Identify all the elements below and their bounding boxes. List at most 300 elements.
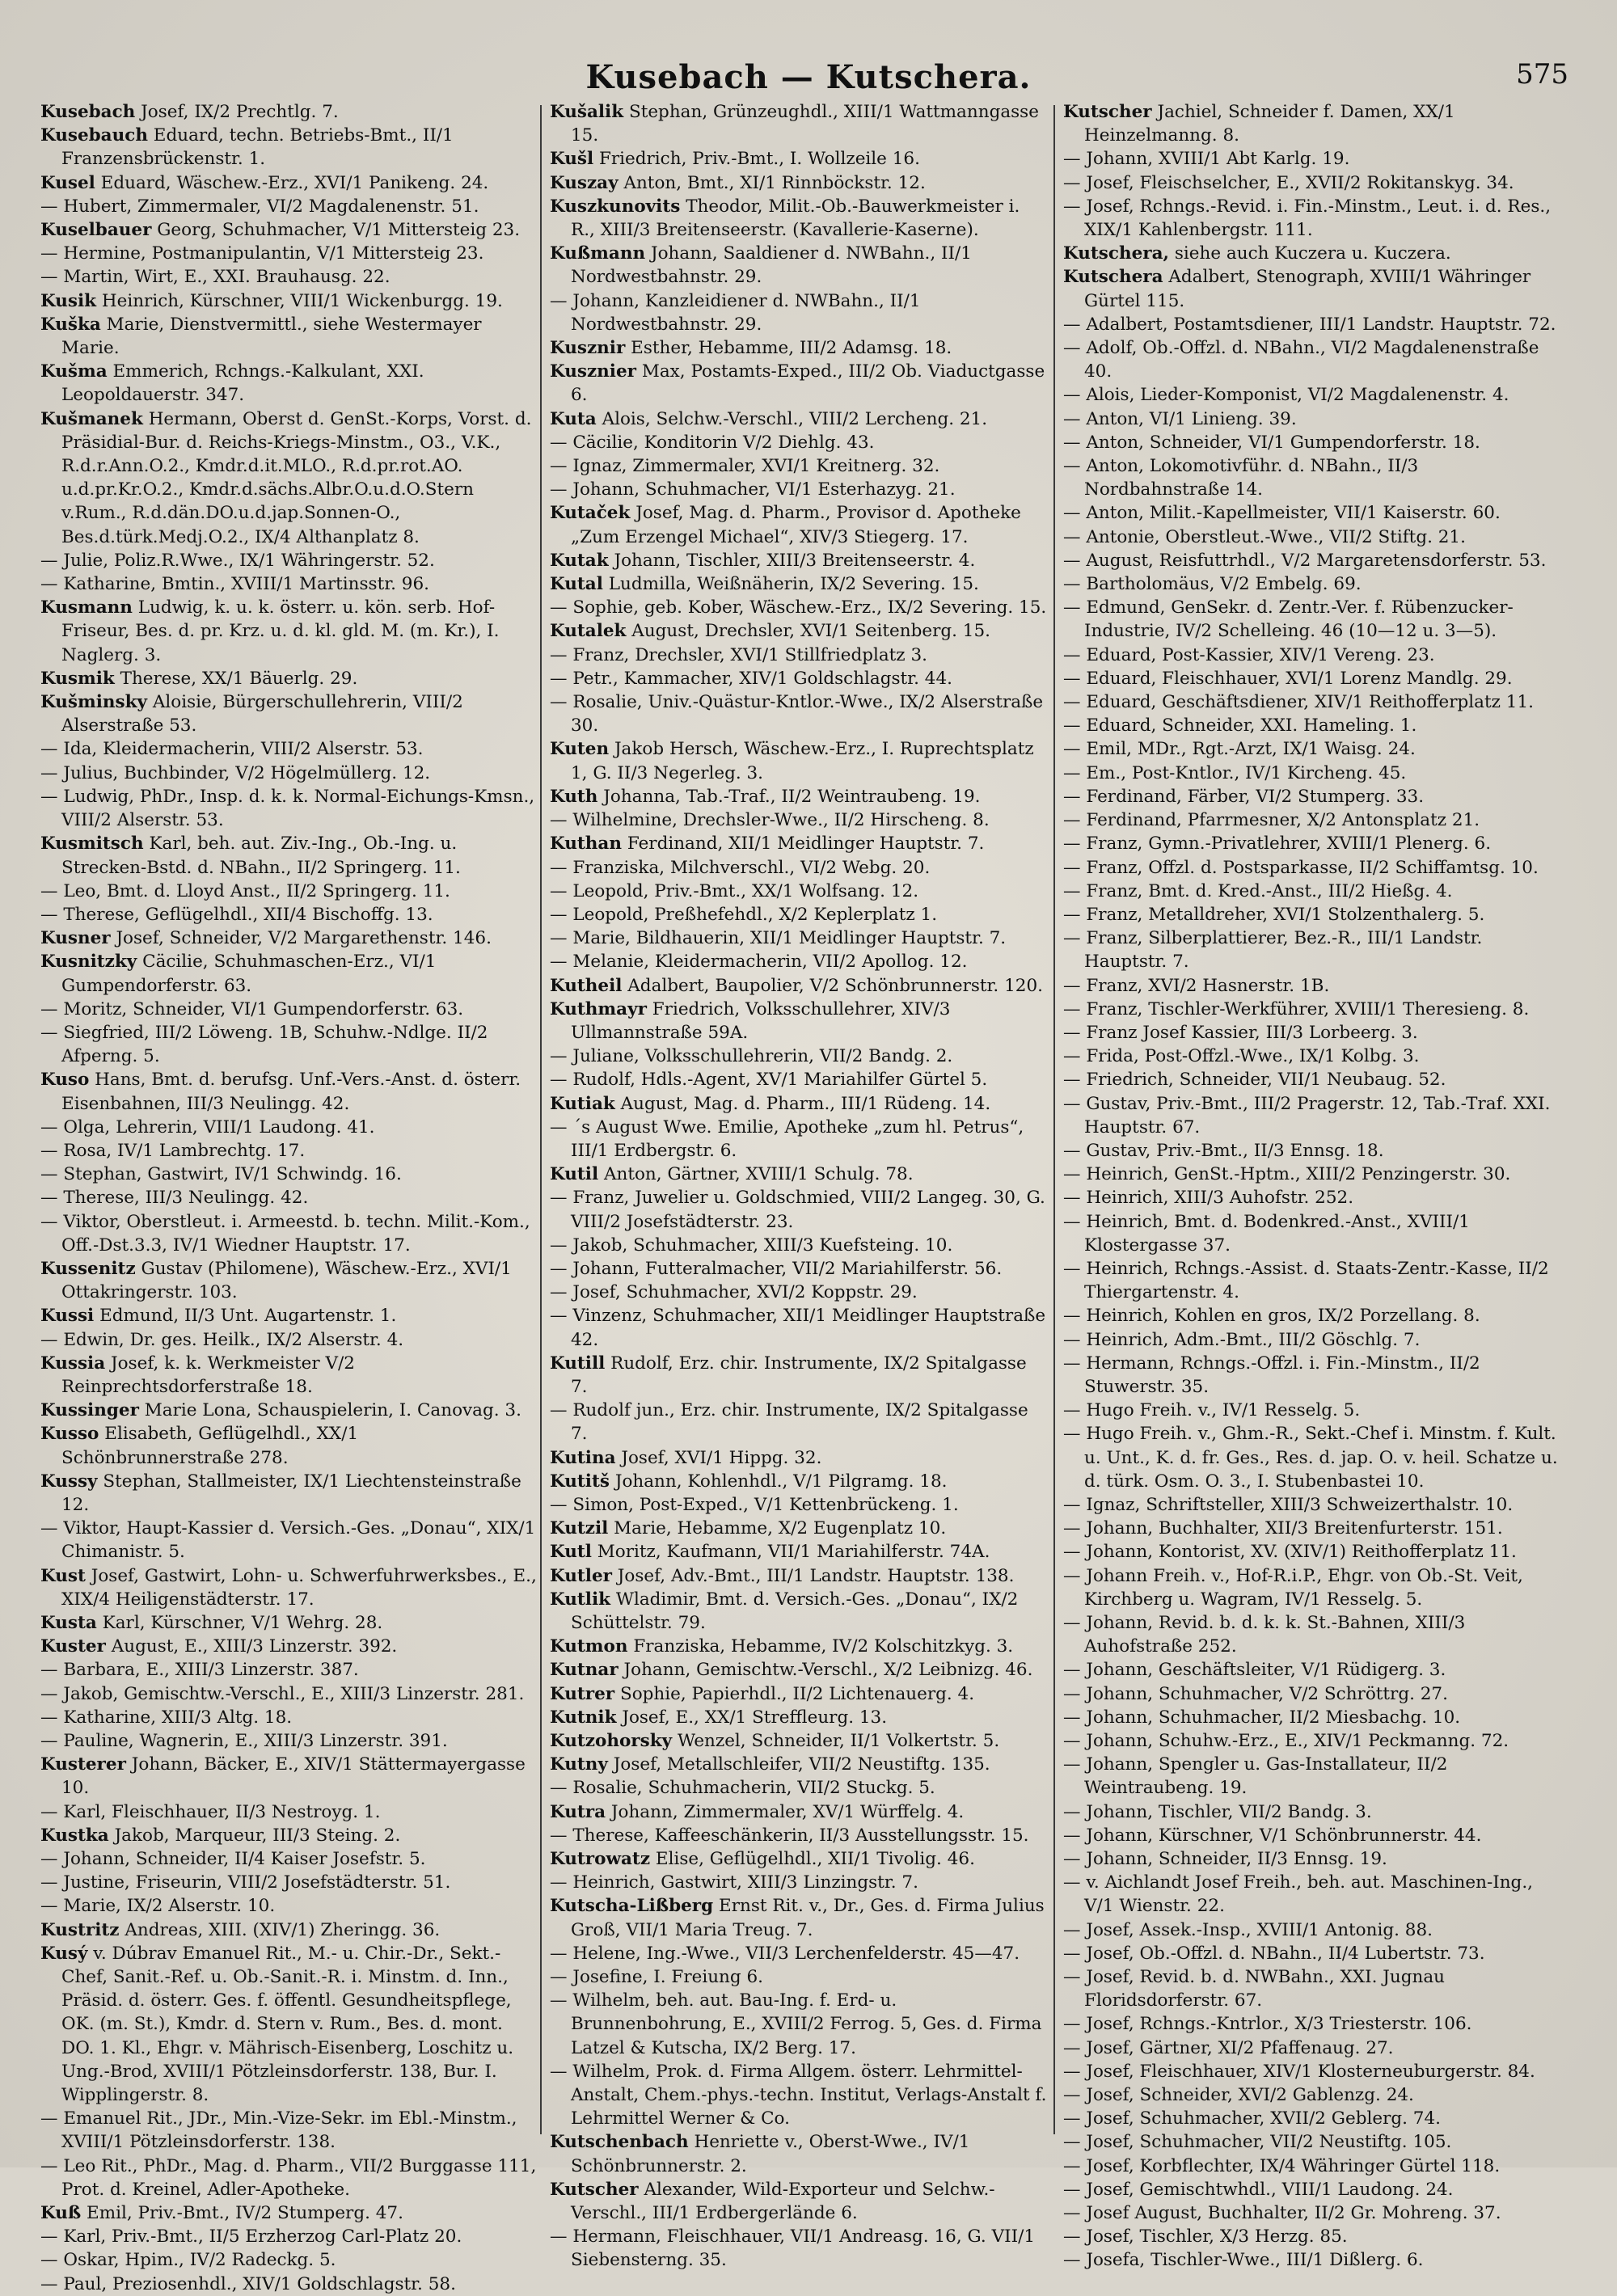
entry-details: — v. Aichlandt Josef Freih., beh. aut. Maschinen-Ing., V/1 Wienstr. 22. [1063,1872,1533,1917]
directory-entry [550,1399,1047,1446]
directory-entry [550,1989,1047,2060]
entry-details: — Helene, Ing.-Wwe., VII/3 Lerchenfelderstr. 45—47. [550,1943,1020,1964]
entry-details: Josef, Metallschleifer, VII/2 Neustiftg. 135. [613,1754,990,1775]
entry-details: — Rosalie, Schuhmacherin, VII/2 Stuckg. 5. [550,1778,935,1799]
directory-entry [1063,1965,1560,2012]
directory-entry [40,1021,538,1068]
entry-surname: Kutscher [550,2179,639,2200]
entry-details: — Johann, Geschäftsleiter, V/1 Rüdigerg. 3. [1063,1660,1446,1681]
directory-entry [40,360,538,407]
entry-details: — Ignaz, Schriftsteller, XIII/3 Schweizerthalstr. 10. [1063,1494,1514,1515]
entry-details: Theodor, Milit.-Ob.-Bauwerkmeister i. R., XIII/3 Breitenseerstr. (Kavallerie-Kaserne). [571,196,1020,241]
directory-entry [1063,1352,1560,1399]
directory-entry [1063,785,1560,808]
entry-details: — Therese, III/3 Neulingg. 42. [40,1188,309,1209]
entry-surname: Kussenitz [40,1258,136,1279]
entry-details: — Eduard, Fleischhauer, XVI/1 Lorenz Mandlg. 29. [1063,668,1513,689]
directory-entry [40,2155,538,2201]
entry-details: Josef, XVI/1 Hippg. 32. [621,1447,822,1468]
directory-entry [1063,2012,1560,2036]
entry-details: — Johann Freih. v., Hof-R.i.P., Ehgr. von Ob.-St. Veit, Kirchberg u. Wagram, IV/1 Resselg. 5. [1063,1565,1523,1610]
directory-entry [1063,1706,1560,1729]
entry-details: — Martin, Wirt, E., XXI. Brauhausg. 22. [40,267,391,288]
entry-details: Anton, Gärtner, XVIII/1 Schulg. 78. [603,1164,914,1185]
directory-entry [1063,2107,1560,2130]
directory-entry [40,1116,538,1139]
directory-entry [1063,1399,1560,1422]
entry-details: — Eduard, Schneider, XXI. Hameling. 1. [1063,715,1417,736]
directory-entry [1063,1328,1560,1352]
directory-entry [1063,926,1560,973]
directory-entry [1063,2248,1560,2272]
directory-entry [550,2178,1047,2225]
entry-details: Friedrich, Volksschullehrer, XIV/3 Ullmannstraße 59A. [571,998,951,1043]
directory-entry [550,289,1047,336]
entry-details: — Heinrich, XIII/3 Auhofstr. 252. [1063,1188,1354,1209]
entry-surname: Kuszkunovits [550,196,681,217]
entry-surname: Kutill [550,1353,606,1374]
running-title: Kusebach — Kutschera. [585,58,1032,96]
directory-entry [550,596,1047,619]
directory-entry [550,1824,1047,1847]
entry-details: — Heinrich, Rchngs.-Assist. d. Staats-Zentr.-Kasse, II/2 Thiergartenstr. 4. [1063,1258,1549,1303]
entry-surname: Kuth [550,786,598,807]
entry-surname: Kutheil [550,975,623,996]
directory-entry [550,1116,1047,1163]
directory-entry [550,1446,1047,1470]
entry-details: Alois, Selchw.-Verschl., VIII/2 Lercheng. 21. [602,408,988,429]
entry-surname: Kušl [550,149,594,170]
entry-surname: Kust [40,1565,86,1586]
entry-details: Emmerich, Rchngs.-Kalkulant, XXI. Leopoldauerstr. 347. [61,361,424,406]
entry-details: — Heinrich, Gastwirt, XIII/3 Linzingstr. 7. [550,1872,918,1893]
entry-details: — Josef, Schneider, XVI/2 Gablenzg. 24. [1063,2085,1414,2106]
directory-entry [40,2248,538,2272]
entry-details: Moritz, Kaufmann, VII/1 Mariahilferstr. 74A. [597,1542,990,1563]
entry-surname: Kutil [550,1164,599,1185]
entry-details: — Barbara, E., XIII/3 Linzerstr. 387. [40,1660,359,1681]
directory-entry [40,2273,538,2296]
directory-entry [1063,454,1560,501]
entry-details: — Josefa, Tischler-Wwe., III/1 Dißlerg. 6. [1063,2250,1424,2271]
entry-details: — Josef, Tischler, X/3 Herzg. 85. [1063,2226,1348,2247]
entry-details: Andreas, XIII. (XIV/1) Zheringg. 36. [125,1919,441,1940]
entry-surname: Kusterer [40,1754,126,1775]
directory-entry [1063,2201,1560,2225]
entry-details: — Marie, Bildhauerin, XII/1 Meidlinger Hauptstr. 7. [550,928,1007,949]
entry-surname: Kušmanek [40,408,143,429]
entry-details: Johann, Saaldiener d. NWBahn., II/1 Nordwestbahnstr. 29. [571,243,972,288]
entry-details: Marie, Dienstvermittl., siehe Westermayer Marie. [61,314,482,359]
entry-details: Ludwig, k. u. k. österr. u. kön. serb. Hof-Friseur, Bes. d. pr. Krz. u. d. kl. gld. M. (m. Kr.), I. Naglerg. 3. [61,597,500,665]
entry-details: — Franz, Bmt. d. Kred.-Anst., III/2 Hießg. 4. [1063,880,1453,901]
entry-details: — Anton, Lokomotivführ. d. NBahn., II/3 Nordbahnstraße 14. [1063,456,1419,500]
directory-entry [550,1234,1047,1257]
directory-entry [550,1942,1047,1965]
directory-entry [550,1588,1047,1635]
directory-entry [1063,147,1560,171]
directory-entry [40,2201,538,2225]
entry-details: — Ferdinand, Färber, VI/2 Stumperg. 33. [1063,786,1425,807]
entry-surname: Kutak [550,550,609,571]
directory-entry [40,667,538,690]
directory-entry [550,1658,1047,1682]
directory-entry [40,572,538,596]
directory-entry [1063,2036,1560,2060]
entry-surname: Kusznier [550,361,636,382]
entry-details: — Josef, Rchngs.-Revid. i. Fin.-Minstm., Leut. i. d. Res., XIX/1 Kahlenbergstr. 111. [1063,196,1552,241]
entry-details: — Anton, Milit.-Kapellmeister, VII/1 Kaiserstr. 60. [1063,503,1501,524]
directory-entry [1063,572,1560,596]
page-header [49,58,1568,107]
entry-surname: Kuthan [550,834,622,855]
entry-surname: Kussy [40,1471,98,1492]
entry-details: — Ignaz, Zimmermaler, XVI/1 Kreitnerg. 32. [550,456,940,477]
entry-details: — Anton, Schneider, VI/1 Gumpendorferstr. 18. [1063,432,1480,453]
directory-entry [550,667,1047,690]
entry-details: Edmund, II/3 Unt. Augartenstr. 1. [99,1306,397,1327]
directory-entry [40,1470,538,1517]
entry-details: Ferdinand, XII/1 Meidlinger Hauptstr. 7. [627,834,985,855]
entry-surname: Kusel [40,172,95,193]
entry-details: — Josef, Ob.-Offzl. d. NBahn., II/4 Lubertstr. 73. [1063,1943,1485,1964]
entry-details: Hans, Bmt. d. berufsg. Unf.-Vers.-Anst. d. österr. Eisenbahnen, III/3 Neulingg. 42. [61,1070,521,1114]
entry-details: Hermann, Oberst d. GenSt.-Korps, Vorst. d. Präsidial-Bur. d. Reichs-Kriegs-Minstm., O3., V.K., R.d.r.Ann.O.2., Kmdr.d.it.MLO., R.d.pr.rot.AO. u.d.pr.Kr.O.2., Kmdr.d.sächs.Albr.O.u.d.O.Stern v.Rum., R.d.dän.DO.u.d.jap.Sonnen-O., Bes.d.türk.Medj.O.2., IX/4 Althanplatz 8. [61,408,532,547]
entry-details: — Paul, Preziosenhdl., XIV/1 Goldschlagstr. 58. [40,2273,456,2294]
entry-details: Friedrich, Priv.-Bmt., I. Wollzeile 16. [598,149,920,170]
directory-entry [40,549,538,572]
directory-entry [40,407,538,549]
entry-details: Karl, Kürschner, V/1 Wehrg. 28. [102,1613,383,1633]
directory-entry [550,619,1047,643]
entry-details: — Johann, XVIII/1 Abt Karlg. 19. [1063,149,1350,170]
entry-details: — Moritz, Schneider, VI/1 Gumpendorferstr. 63. [40,998,464,1019]
entry-details: — Johann, Schuhmacher, V/2 Schröttrg. 27. [1063,1683,1448,1704]
directory-entry [1063,998,1560,1021]
entry-surname: Kusmitsch [40,834,144,855]
entry-details: Alexander, Wild-Exporteur und Selchw.-Verschl., III/1 Erdbergerlände 6. [571,2179,995,2224]
entry-details: — Therese, Kaffeeschänkerin, II/3 Ausstellungsstr. 15. [550,1825,1029,1846]
directory-entry [1063,1045,1560,1068]
entry-details: — Emanuel Rit., JDr., Min.-Vize-Sekr. im Ebl.-Minstm., XVIII/1 Pötzleinsdorferstr. 138. [40,2108,517,2153]
entry-surname: Kutrowatz [550,1849,651,1870]
entry-details: Marie Lona, Schauspielerin, I. Canovag. 3. [144,1400,521,1421]
directory-entry [550,549,1047,572]
entry-details: — Justine, Friseurin, VIII/2 Josefstädterstr. 51. [40,1872,451,1893]
entry-surname: Kutitš [550,1471,610,1492]
directory-entry [1063,2178,1560,2201]
directory-entry [40,100,538,124]
directory-entry [550,1352,1047,1399]
directory-entry [550,1753,1047,1776]
entry-surname: Kusso [40,1424,99,1445]
entry-details: — Friedrich, Schneider, VII/1 Neubaug. 52. [1063,1070,1446,1091]
directory-entry [40,1800,538,1824]
directory-entry [1063,644,1560,667]
entry-details: — Josefine, I. Freiung 6. [550,1967,763,1988]
entry-details: Josef, k. k. Werkmeister V/2 Reinprechtsdorferstraße 18. [61,1353,355,1397]
directory-entry [1063,265,1560,312]
entry-details: Heinrich, Kürschner, VIII/1 Wickenburgg. 19. [101,290,503,311]
directory-entry [1063,880,1560,903]
entry-details: — Franz, XVI/2 Hasnerstr. 1B. [1063,975,1330,996]
directory-entry [40,785,538,832]
directory-entry [1063,313,1560,336]
entry-details: Max, Postamts-Exped., III/2 Ob. Viaductgasse 6. [571,361,1045,406]
entry-details: Jachiel, Schneider f. Damen, XX/1 Heinzelmanng. 8. [1084,102,1455,146]
directory-entry [40,950,538,997]
entry-surname: Kutalek [550,621,627,642]
entry-details: — Siegfried, III/2 Löweng. 1B, Schuhw.-Ndlge. II/2 Afperng. 5. [40,1022,488,1067]
entry-details: Sophie, Papierhdl., II/2 Lichtenauerg. 4. [619,1683,975,1704]
directory-entry [550,998,1047,1045]
entry-details: — Eduard, Geschäftsdiener, XIV/1 Reithofferplatz 11. [1063,692,1534,713]
directory-entry [550,644,1047,667]
directory-entry [40,1257,538,1304]
entry-details: Henriette v., Oberst-Wwe., IV/1 Schönbrunnerstr. 2. [571,2132,970,2176]
directory-entry [550,785,1047,808]
entry-details: — Rosalie, Univ.-Quästur-Kntlor.-Wwe., IX/2 Alserstraße 30. [550,692,1044,736]
entry-details: — Hermine, Postmanipulantin, V/1 Mittersteig 23. [40,243,484,264]
entry-details: Josef, E., XX/1 Streffleurg. 13. [622,1707,888,1728]
directory-entry [550,454,1047,478]
directory-entry [40,596,538,667]
directory-entry [40,1706,538,1729]
directory-entry [40,124,538,171]
entry-details: — Josef, Schuhmacher, VII/2 Neustiftg. 105. [1063,2132,1452,2153]
entry-surname: Kuška [40,314,101,335]
entry-surname: Kutschera [1063,267,1163,288]
directory-entry [1063,1871,1560,1918]
directory-entry [1063,667,1560,690]
entry-details: — Franz, Tischler-Werkführer, XVIII/1 Theresieng. 8. [1063,998,1530,1019]
directory-entry [550,950,1047,973]
entry-surname: Kutschera, [1063,243,1170,264]
entry-details: — Johann, Futteralmacher, VII/2 Mariahilferstr. 56. [550,1258,1003,1279]
entry-surname: Kusznir [550,338,626,359]
entry-details: — Rudolf jun., Erz. chir. Instrumente, IX/2 Spitalgasse 7. [550,1400,1028,1445]
entry-details: Therese, XX/1 Bäuerlg. 29. [120,668,358,689]
entry-details: — Johann, Schneider, II/3 Ennsg. 19. [1063,1849,1387,1870]
directory-entry [1063,832,1560,855]
entry-details: Johann, Zimmermaler, XV/1 Würffelg. 4. [610,1801,965,1822]
entry-details: — Heinrich, Kohlen en gros, IX/2 Porzellang. 8. [1063,1306,1480,1327]
directory-entry [550,1068,1047,1091]
entry-details: Josef, Schneider, V/2 Margarethenstr. 146. [116,928,492,949]
directory-entry [40,1564,538,1611]
entry-surname: Kutal [550,574,603,595]
directory-entry [40,1328,538,1352]
entry-details: — Hugo Freih. v., IV/1 Resselg. 5. [1063,1400,1361,1421]
entry-details: — ´s August Wwe. Emilie, Apotheke „zum hl. Petrus“, III/1 Erdbergstr. 6. [550,1116,1024,1161]
directory-entry [550,1092,1047,1116]
entry-details: Josef, Mag. d. Pharm., Provisor d. Apotheke „Zum Erzengel Michael“, XIV/3 Stiegerg. 17. [571,503,1021,547]
entry-details: — Vinzenz, Schuhmacher, XII/1 Meidlinger Hauptstraße 42. [550,1306,1046,1350]
column-3 [1063,100,1560,2271]
directory-entry [40,1894,538,1918]
directory-entry [550,2060,1047,2131]
directory-entry [1063,808,1560,832]
entry-surname: Kutaček [550,503,631,524]
entry-surname: Kußmann [550,243,646,264]
entry-details: — Alois, Lieder-Komponist, VI/2 Magdalenenstr. 4. [1063,385,1509,406]
entry-surname: Kutiak [550,1093,615,1114]
directory-entry [550,100,1047,147]
directory-entry [1063,1611,1560,1658]
entry-details: — Therese, Geflügelhdl., XII/4 Bischoffg. 13. [40,904,433,925]
entry-details: — Hermann, Rchngs.-Offzl. i. Fin.-Minstm., II/2 Stuwerstr. 35. [1063,1353,1480,1397]
entry-details: — Adolf, Ob.-Offzl. d. NBahn., VI/2 Magdalenenstraße 40. [1063,338,1539,382]
directory-entry [1063,1847,1560,1871]
directory-entry [1063,1800,1560,1824]
directory-entry [1063,1139,1560,1163]
directory-entry [550,1894,1047,1941]
directory-entry [40,1352,538,1399]
entry-details: — Heinrich, GenSt.-Hptm., XIII/2 Penzingerstr. 30. [1063,1164,1511,1185]
directory-entry [1063,1753,1560,1800]
entry-surname: Kuszay [550,172,619,193]
entry-details: — Karl, Fleischhauer, II/3 Nestroyg. 1. [40,1801,381,1822]
entry-details: — Johann, Buchhalter, XII/3 Breitenfurterstr. 151. [1063,1518,1503,1539]
directory-entry [40,313,538,360]
directory-entry [40,195,538,218]
entry-surname: Kušminsky [40,692,147,713]
entry-details: — Petr., Kammacher, XIV/1 Goldschlagstr. 44. [550,668,952,689]
directory-entry [40,1611,538,1635]
directory-entry [550,336,1047,360]
entry-details: Josef, Gastwirt, Lohn- u. Schwerfuhrwerksbes., E., XIX/4 Heiligenstädterstr. 17. [61,1565,537,1610]
entry-details: — Wilhelm, beh. aut. Bau-Ing. f. Erd- u. Brunnenbohrung, E., XVIII/2 Ferrog. 5, Ges. d. Firma Latzel & Kutscha, IX/2 Berg. 17. [550,1990,1042,2058]
entry-details: Gustav (Philomene), Wäschew.-Erz., XVI/1 Ottakringerstr. 103. [61,1258,512,1303]
directory-entry [40,690,538,737]
directory-entry [550,1776,1047,1800]
entry-details: — Johann, Kontorist, XV. (XIV/1) Reithofferplatz 11. [1063,1542,1517,1563]
entry-details: — Josef, Fleischselcher, E., XVII/2 Rokitanskyg. 34. [1063,172,1514,193]
entry-details: — Josef, Rchngs.-Kntrlor., X/3 Triesterstr. 106. [1063,2014,1472,2035]
entry-details: — Olga, Lehrerin, VIII/1 Laudong. 41. [40,1116,375,1137]
directory-entry [40,1068,538,1115]
directory-entry [550,1304,1047,1351]
entry-details: Johann, Bäcker, E., XIV/1 Stättermayergasse 10. [61,1754,526,1799]
directory-entry [550,195,1047,242]
directory-entry [40,1186,538,1209]
entry-details: — Franz, Drechsler, XVI/1 Stillfriedplatz 3. [550,644,927,665]
directory-entry [1063,1824,1560,1847]
directory-entry [1063,1304,1560,1327]
directory-entry [40,242,538,265]
directory-entry [1063,856,1560,880]
directory-entry [40,1682,538,1706]
directory-entry [1063,1422,1560,1493]
directory-entry [40,1658,538,1682]
entry-details: — Leopold, Priv.-Bmt., XX/1 Wolfsang. 12. [550,880,919,901]
directory-entry [40,2107,538,2154]
entry-surname: Kutschenbach [550,2132,689,2153]
entry-details: Karl, beh. aut. Ziv.-Ing., Ob.-Ing. u. Strecken-Bstd. d. NBahn., II/2 Springerg. 11. [61,834,461,878]
directory-entry [40,832,538,879]
entry-surname: Kutina [550,1447,616,1468]
directory-entry [550,431,1047,454]
entry-details: Rudolf, Erz. chir. Instrumente, IX/2 Spitalgasse 7. [571,1353,1027,1397]
directory-entry [550,242,1047,289]
entry-details: — Katharine, XIII/3 Altg. 18. [40,1707,293,1728]
directory-entry [1063,1210,1560,1257]
entry-details: — Rosa, IV/1 Lambrechtg. 17. [40,1140,306,1161]
directory-entry [40,1824,538,1847]
entry-surname: Kustritz [40,1919,120,1940]
entry-details: Johann, Gemischtw.-Verschl., X/2 Leibnizg. 46. [623,1660,1033,1681]
directory-entry [1063,1918,1560,1942]
directory-entry [1063,171,1560,195]
entry-details: Johann, Tischler, XIII/3 Breitenseerstr. 4. [614,550,976,571]
directory-entry [550,1635,1047,1658]
directory-entry [550,501,1047,548]
entry-details: — Johann, Tischler, VII/2 Bandg. 3. [1063,1801,1372,1822]
directory-entry [1063,336,1560,383]
entry-details: — Pauline, Wagnerin, E., XIII/3 Linzerstr. 391. [40,1731,448,1752]
entry-details: Stephan, Stallmeister, IX/1 Liechtensteinstraße 12. [61,1471,521,1515]
entry-surname: Kussinger [40,1400,139,1421]
directory-entry [550,1847,1047,1871]
directory-entry [550,407,1047,431]
directory-entry [40,1304,538,1327]
directory-entry [1063,1493,1560,1517]
entry-details: — Bartholomäus, V/2 Embelg. 69. [1063,574,1362,595]
directory-entry [1063,195,1560,242]
entry-surname: Kusner [40,928,111,949]
directory-entry [1063,525,1560,549]
directory-entry [550,2130,1047,2177]
entry-details: Wenzel, Schneider, II/1 Volkertstr. 5. [677,1731,1000,1752]
directory-entry [40,218,538,242]
directory-entry [550,2225,1047,2272]
directory-entry [1063,431,1560,454]
directory-entry [550,1871,1047,1894]
entry-details: — Franz, Silberplattierer, Bez.-R., III/1 Landstr. Hauptstr. 7. [1063,928,1483,973]
entry-details: — Anton, VI/1 Linieng. 39. [1063,408,1297,429]
directory-entry [1063,383,1560,407]
directory-entry [550,903,1047,926]
entry-details: — Gustav, Priv.-Bmt., III/2 Pragerstr. 12, Tab.-Traf. XXI. Hauptstr. 67. [1063,1093,1551,1137]
entry-details: — Jakob, Gemischtw.-Verschl., E., XIII/3 Linzerstr. 281. [40,1683,525,1704]
column-1 [40,100,538,2294]
entry-details: — Wilhelm, Prok. d. Firma Allgem. österr. Lehrmittel-Anstalt, Chem.-phys.-techn. Institut, Verlags-Anstalt f. Lehrmittel Werner & Co. [550,2061,1047,2129]
entry-details: Josef, Adv.-Bmt., III/1 Landstr. Hauptstr. 138. [617,1565,1015,1586]
directory-entry [550,1540,1047,1564]
entry-details: — Wilhelmine, Drechsler-Wwe., II/2 Hirscheng. 8. [550,810,990,831]
directory-entry [550,1493,1047,1517]
directory-entry [550,478,1047,501]
page-number: 575 [1516,58,1568,91]
column-divider [1053,105,1055,2134]
entry-details: — Jakob, Schuhmacher, XIII/3 Kuefsteing. 10. [550,1235,953,1256]
directory-entry [550,808,1047,832]
directory-entry [550,1045,1047,1068]
entry-details: Stephan, Grünzeughdl., XIII/1 Wattmanngasse 15. [571,102,1039,146]
directory-entry [1063,1021,1560,1045]
entry-details: Elise, Geflügelhdl., XII/1 Tivolig. 46. [655,1849,975,1870]
entry-details: — Marie, IX/2 Alserstr. 10. [40,1896,276,1917]
entry-details: — Emil, MDr., Rgt.-Arzt, IX/1 Waisg. 24. [1063,739,1416,760]
entry-details: — Johann, Kanzleidiener d. NWBahn., II/1 Nordwestbahnstr. 29. [550,290,921,335]
directory-entry [550,1281,1047,1304]
directory-entry [40,880,538,903]
entry-surname: Kuselbauer [40,220,152,241]
directory-entry [550,832,1047,855]
entry-details: — Heinrich, Adm.-Bmt., III/2 Göschlg. 7. [1063,1329,1421,1350]
directory-entry [550,1682,1047,1706]
directory-entry [40,1210,538,1257]
